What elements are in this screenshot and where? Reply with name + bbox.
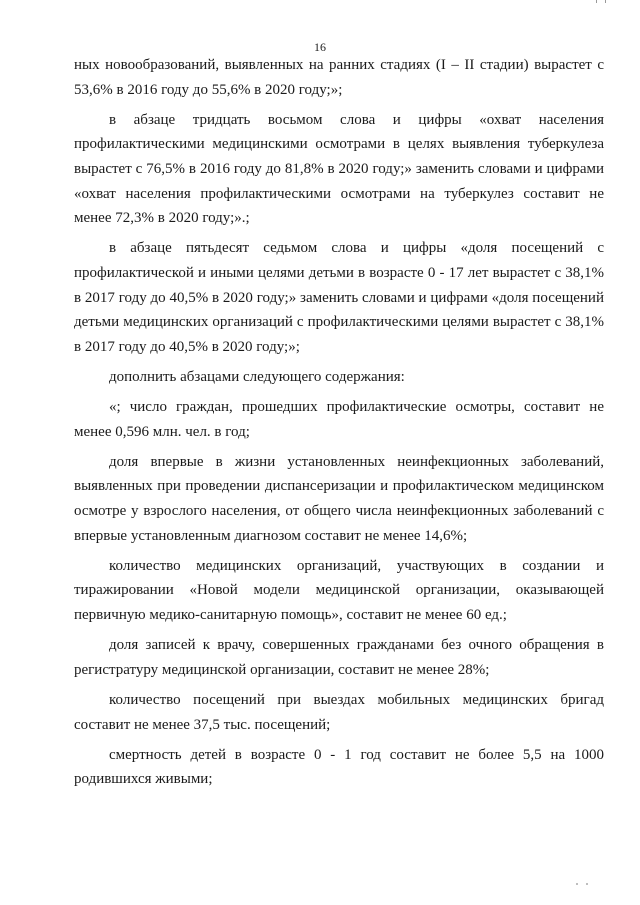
scan-corner-mark xyxy=(596,0,606,3)
scan-dots xyxy=(576,883,592,885)
paragraph-supplement-intro: дополнить абзацами следующего содержания: xyxy=(109,368,405,385)
paragraph-continuation: ных новообразований, выявленных на ранних стадиях (I – II стадии) вырастет с 53,6% в 2016 году до 55,6% в 2020 году;»; xyxy=(74,57,604,98)
paragraph-preventive-visits: в абзаце пятьдесят седьмом слова и цифры «доля посещений с профилактической и иными целями детьми в возрасте 0 - 17 лет вырастет с 38,1% в 2017 году до 40,5% в 2020 году;» заменить словами и цифрами «доля посещений детьми медицинских организаций с профилактическими целями вырастет с 38,1% в 2017 году до 40,5% в 2020 году;»; xyxy=(74,240,604,355)
paragraph-noncommunicable-share: доля впервые в жизни установленных неинфекционных заболеваний, выявленных при проведении диспансеризации и профилактическом медицинском осмотре у взрослого населения, от общего числа неинфекционных заболеваний с впервые установленным диагнозом составит не менее 14,6%; xyxy=(74,453,604,544)
paragraph-infant-mortality: смертность детей в возрасте 0 - 1 год составит не более 5,5 на 1000 родившихся живыми; xyxy=(74,746,604,788)
paragraph-tb-screening: в абзаце тридцать восьмом слова и цифры «охват населения профилактическими медицинскими осмотрами в целях выявления туберкулеза вырастет с 76,5% в 2016 году до 81,8% в 2020 году;» заменить словами и цифрами «охват населения профилактическими осмотрами на туберкулез составит не менее 72,3% в 2020 году;».; xyxy=(74,111,604,227)
paragraph-new-model-orgs: количество медицинских организаций, участвующих в создании и тиражировании «Новой модели медицинской организации, оказывающей первичную медико-санитарную помощь», составит не менее 60 ед.; xyxy=(74,557,604,624)
paragraph-remote-appointments: доля записей к врачу, совершенных гражданами без очного обращения в регистратуру медицинской организации, составит не менее 28%; xyxy=(74,637,604,678)
page-number: 16 xyxy=(314,40,326,54)
document-body xyxy=(74,53,604,798)
paragraph-mobile-brigades: количество посещений при выездах мобильных медицинских бригад составит не менее 37,5 тыс. посещений; xyxy=(74,692,604,733)
paragraph-checkups-count: «; число граждан, прошедших профилактические осмотры, составит не менее 0,596 млн. чел. в год; xyxy=(74,399,604,440)
